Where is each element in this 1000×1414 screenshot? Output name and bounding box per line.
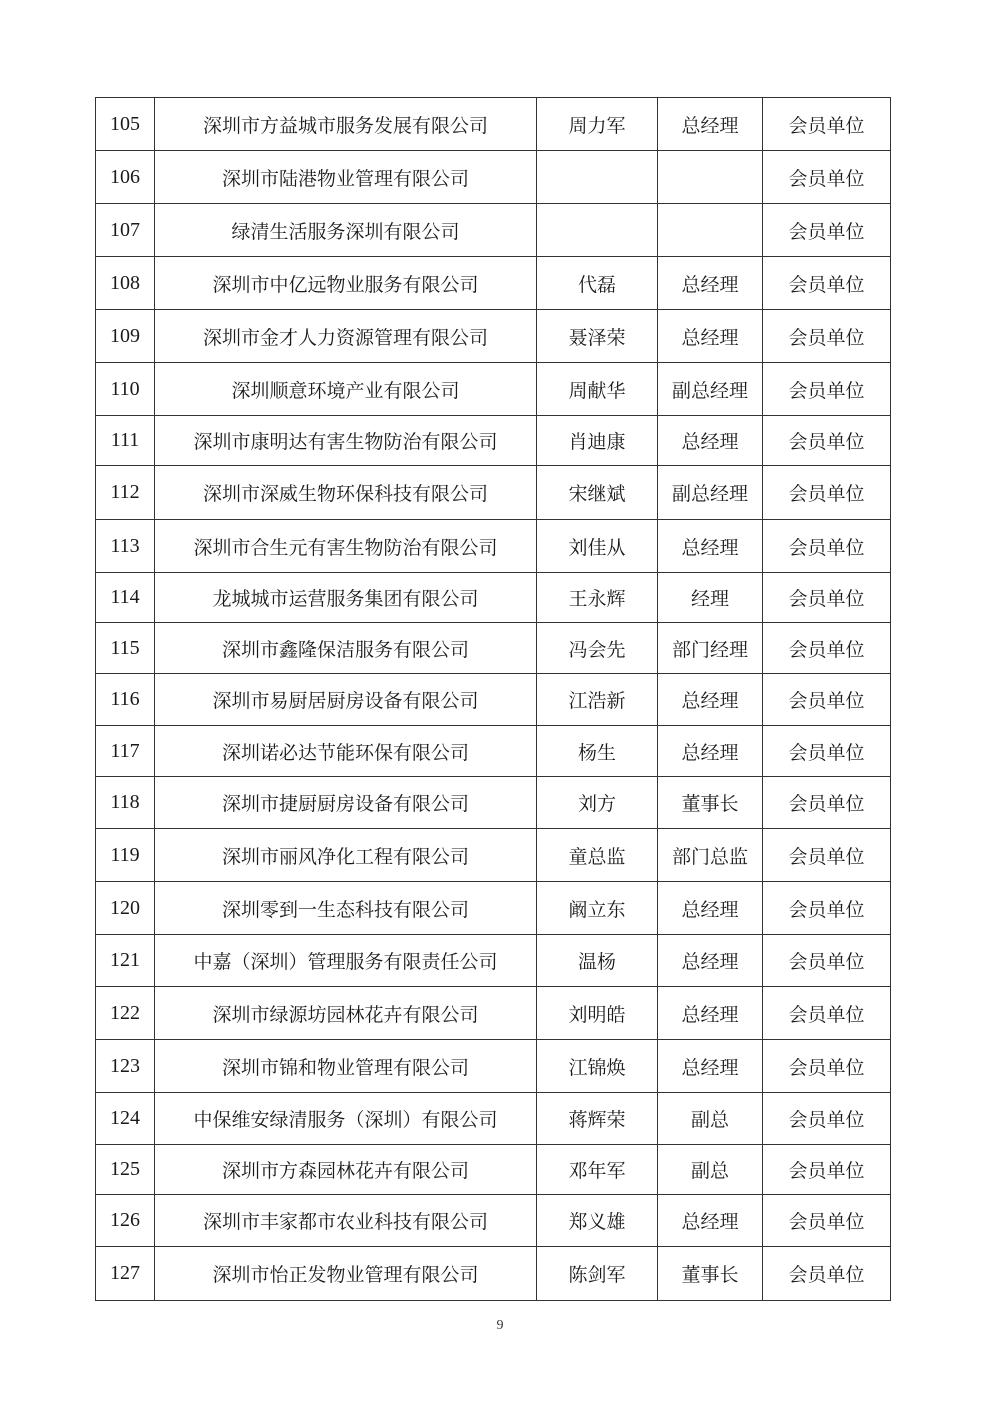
job-title: 副总经理 [658, 363, 763, 416]
membership-type: 会员单位 [763, 987, 891, 1040]
job-title: 副总 [658, 1093, 763, 1145]
membership-type: 会员单位 [763, 777, 891, 829]
membership-type: 会员单位 [763, 1040, 891, 1093]
job-title: 副总经理 [658, 466, 763, 520]
contact-name: 邓年军 [537, 1145, 658, 1195]
contact-name: 郑义雄 [537, 1195, 658, 1247]
contact-name: 杨生 [537, 726, 658, 777]
contact-name: 肖迪康 [537, 416, 658, 466]
table-row [96, 151, 891, 204]
row-number: 127 [96, 1247, 155, 1301]
company-name: 深圳市丽风净化工程有限公司 [155, 829, 537, 882]
job-title: 董事长 [658, 1247, 763, 1301]
row-number: 109 [96, 310, 155, 363]
membership-type: 会员单位 [763, 204, 891, 257]
row-number: 125 [96, 1145, 155, 1195]
job-title: 总经理 [658, 726, 763, 777]
job-title: 总经理 [658, 257, 763, 310]
table-row [96, 1195, 891, 1247]
table-row [96, 777, 891, 829]
company-name: 深圳顺意环境产业有限公司 [155, 363, 537, 416]
membership-type: 会员单位 [763, 1247, 891, 1301]
row-number: 105 [96, 98, 155, 151]
row-number: 126 [96, 1195, 155, 1247]
contact-name: 王永辉 [537, 573, 658, 623]
row-number: 115 [96, 623, 155, 674]
contact-name: 代磊 [537, 257, 658, 310]
job-title: 副总 [658, 1145, 763, 1195]
membership-type: 会员单位 [763, 466, 891, 520]
company-name: 深圳市丰家都市农业科技有限公司 [155, 1195, 537, 1247]
company-name: 深圳零到一生态科技有限公司 [155, 882, 537, 935]
table-row [96, 1247, 891, 1301]
job-title: 董事长 [658, 777, 763, 829]
row-number: 106 [96, 151, 155, 204]
company-name: 龙城城市运营服务集团有限公司 [155, 573, 537, 623]
job-title: 总经理 [658, 1195, 763, 1247]
member-table [95, 97, 891, 1301]
contact-name: 刘明皓 [537, 987, 658, 1040]
membership-type: 会员单位 [763, 310, 891, 363]
membership-type: 会员单位 [763, 98, 891, 151]
row-number: 119 [96, 829, 155, 882]
job-title: 总经理 [658, 935, 763, 987]
company-name: 深圳市方森园林花卉有限公司 [155, 1145, 537, 1195]
table-row [96, 98, 891, 151]
job-title: 总经理 [658, 416, 763, 466]
job-title: 总经理 [658, 98, 763, 151]
company-name: 深圳诺必达节能环保有限公司 [155, 726, 537, 777]
job-title: 总经理 [658, 1040, 763, 1093]
row-number: 117 [96, 726, 155, 777]
membership-type: 会员单位 [763, 726, 891, 777]
table-row [96, 935, 891, 987]
table-row [96, 1093, 891, 1145]
page-number: 9 [496, 1318, 504, 1333]
contact-name: 刘方 [537, 777, 658, 829]
row-number: 121 [96, 935, 155, 987]
row-number: 122 [96, 987, 155, 1040]
membership-type: 会员单位 [763, 674, 891, 726]
company-name: 深圳市方益城市服务发展有限公司 [155, 98, 537, 151]
contact-name: 江浩新 [537, 674, 658, 726]
company-name: 绿清生活服务深圳有限公司 [155, 204, 537, 257]
contact-name: 童总监 [537, 829, 658, 882]
company-name: 深圳市鑫隆保洁服务有限公司 [155, 623, 537, 674]
contact-name: 宋继斌 [537, 466, 658, 520]
company-name: 深圳市中亿远物业服务有限公司 [155, 257, 537, 310]
membership-type: 会员单位 [763, 257, 891, 310]
contact-name: 江锦焕 [537, 1040, 658, 1093]
membership-type: 会员单位 [763, 151, 891, 204]
job-title: 部门总监 [658, 829, 763, 882]
contact-name [537, 204, 658, 257]
table-row [96, 726, 891, 777]
table-row [96, 623, 891, 674]
company-name: 中保维安绿清服务（深圳）有限公司 [155, 1093, 537, 1145]
company-name: 深圳市康明达有害生物防治有限公司 [155, 416, 537, 466]
membership-type: 会员单位 [763, 882, 891, 935]
table-row [96, 363, 891, 416]
membership-type: 会员单位 [763, 1093, 891, 1145]
company-name: 深圳市合生元有害生物防治有限公司 [155, 520, 537, 573]
membership-type: 会员单位 [763, 935, 891, 987]
membership-type: 会员单位 [763, 829, 891, 882]
table-row [96, 674, 891, 726]
table-row [96, 573, 891, 623]
row-number: 114 [96, 573, 155, 623]
row-number: 113 [96, 520, 155, 573]
table-row [96, 416, 891, 466]
contact-name: 周献华 [537, 363, 658, 416]
company-name: 深圳市锦和物业管理有限公司 [155, 1040, 537, 1093]
contact-name: 温杨 [537, 935, 658, 987]
company-name: 深圳市怡正发物业管理有限公司 [155, 1247, 537, 1301]
table-row [96, 466, 891, 520]
table-row [96, 257, 891, 310]
contact-name: 陈剑军 [537, 1247, 658, 1301]
job-title: 总经理 [658, 520, 763, 573]
table-row [96, 987, 891, 1040]
row-number: 112 [96, 466, 155, 520]
membership-type: 会员单位 [763, 623, 891, 674]
membership-type: 会员单位 [763, 573, 891, 623]
table-row [96, 204, 891, 257]
job-title: 总经理 [658, 674, 763, 726]
table-row [96, 1040, 891, 1093]
table-row [96, 882, 891, 935]
table-row [96, 829, 891, 882]
job-title: 经理 [658, 573, 763, 623]
row-number: 111 [96, 416, 155, 466]
company-name: 深圳市陆港物业管理有限公司 [155, 151, 537, 204]
job-title [658, 151, 763, 204]
membership-type: 会员单位 [763, 1145, 891, 1195]
row-number: 108 [96, 257, 155, 310]
contact-name [537, 151, 658, 204]
row-number: 107 [96, 204, 155, 257]
company-name: 深圳市易厨居厨房设备有限公司 [155, 674, 537, 726]
contact-name: 冯会先 [537, 623, 658, 674]
contact-name: 阚立东 [537, 882, 658, 935]
membership-type: 会员单位 [763, 520, 891, 573]
company-name: 深圳市绿源坊园林花卉有限公司 [155, 987, 537, 1040]
row-number: 110 [96, 363, 155, 416]
table-row [96, 310, 891, 363]
table-row [96, 1145, 891, 1195]
job-title: 部门经理 [658, 623, 763, 674]
membership-type: 会员单位 [763, 363, 891, 416]
company-name: 中嘉（深圳）管理服务有限责任公司 [155, 935, 537, 987]
contact-name: 聂泽荣 [537, 310, 658, 363]
row-number: 124 [96, 1093, 155, 1145]
job-title: 总经理 [658, 310, 763, 363]
job-title: 总经理 [658, 987, 763, 1040]
table-body [96, 98, 891, 1301]
table-row [96, 520, 891, 573]
contact-name: 蒋辉荣 [537, 1093, 658, 1145]
row-number: 120 [96, 882, 155, 935]
membership-type: 会员单位 [763, 416, 891, 466]
contact-name: 周力军 [537, 98, 658, 151]
row-number: 118 [96, 777, 155, 829]
company-name: 深圳市金才人力资源管理有限公司 [155, 310, 537, 363]
company-name: 深圳市深威生物环保科技有限公司 [155, 466, 537, 520]
contact-name: 刘佳从 [537, 520, 658, 573]
job-title [658, 204, 763, 257]
row-number: 123 [96, 1040, 155, 1093]
job-title: 总经理 [658, 882, 763, 935]
row-number: 116 [96, 674, 155, 726]
company-name: 深圳市捷厨厨房设备有限公司 [155, 777, 537, 829]
membership-type: 会员单位 [763, 1195, 891, 1247]
